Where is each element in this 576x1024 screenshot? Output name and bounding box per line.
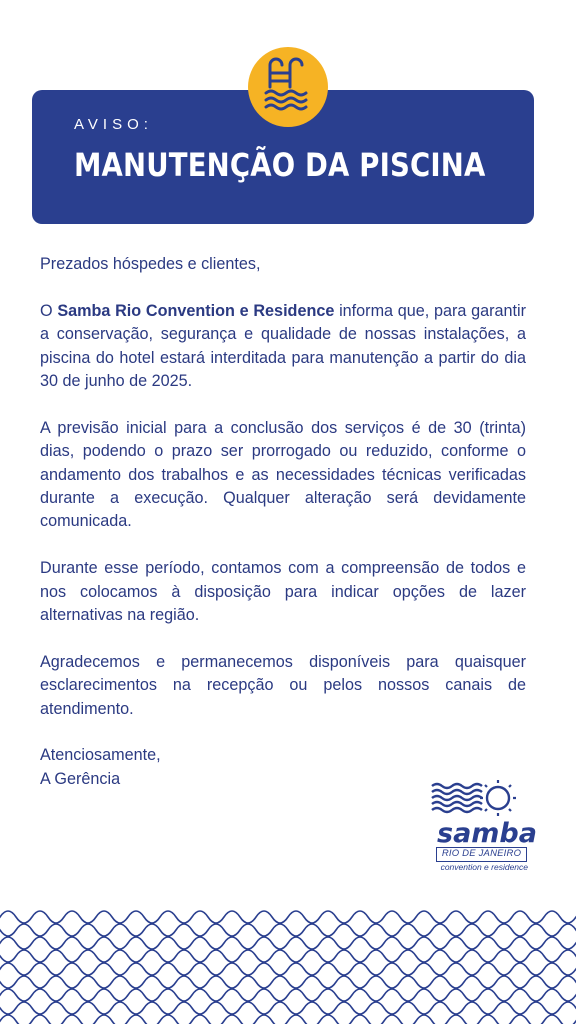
pool-ladder-icon [248,47,328,127]
paragraph-alternatives: Durante esse período, contamos com a compreensão de todos e nos colocamos à disposição para indicar opções de lazer alternativas na região. [40,559,526,625]
closing: Atenciosamente, [40,746,161,765]
logo-tagline: convention e residence [440,862,528,872]
wave-line [0,976,576,988]
wave-line [0,950,576,962]
logo-wordmark: samba [437,818,537,849]
wave-line [0,937,576,949]
notice-title: MANUTENÇÃO DA PISCINA [74,146,486,184]
paragraph-thanks: Agradecemos e permanecemos disponíveis para quaisquer esclarecimentos na recepção ou pelos nossos canais de atendimento. [40,652,526,718]
wave-line [0,911,576,923]
wave-line [0,924,576,936]
notice-label: AVISO: [74,116,153,133]
wave-line [0,1015,576,1024]
paragraph-intro-prefix: O [40,301,58,320]
paragraph-duration: A previsão inicial para a conclusão dos serviços é de 30 (trinta) dias, podendo o prazo ser prorrogado ou reduzido, conforme o andamento dos trabalhos e as necessidades técnicas verificadas durante a execução. Qualquer alteração será devidamente comunicada. [40,418,526,531]
paragraph-intro [40,300,526,394]
wave-pattern [0,905,576,1024]
wave-line [0,1002,576,1014]
wave-line [0,989,576,1001]
paragraph-intro-text: informa que, para garantir a conservação, segurança e qualidade de nossas instalações, a piscina do hotel estará interditada para manutenção a partir do dia 30 de junho de 2025. [40,301,526,391]
wave-line [0,963,576,975]
letter-body [40,253,526,791]
pool-badge [248,47,328,127]
signature: A Gerência [40,769,121,788]
hotel-name: Samba Rio Convention e Residence [57,301,335,320]
greeting: Prezados hóspedes e clientes, [40,255,261,273]
logo-location: RIO DE JANEIRO [436,847,527,862]
